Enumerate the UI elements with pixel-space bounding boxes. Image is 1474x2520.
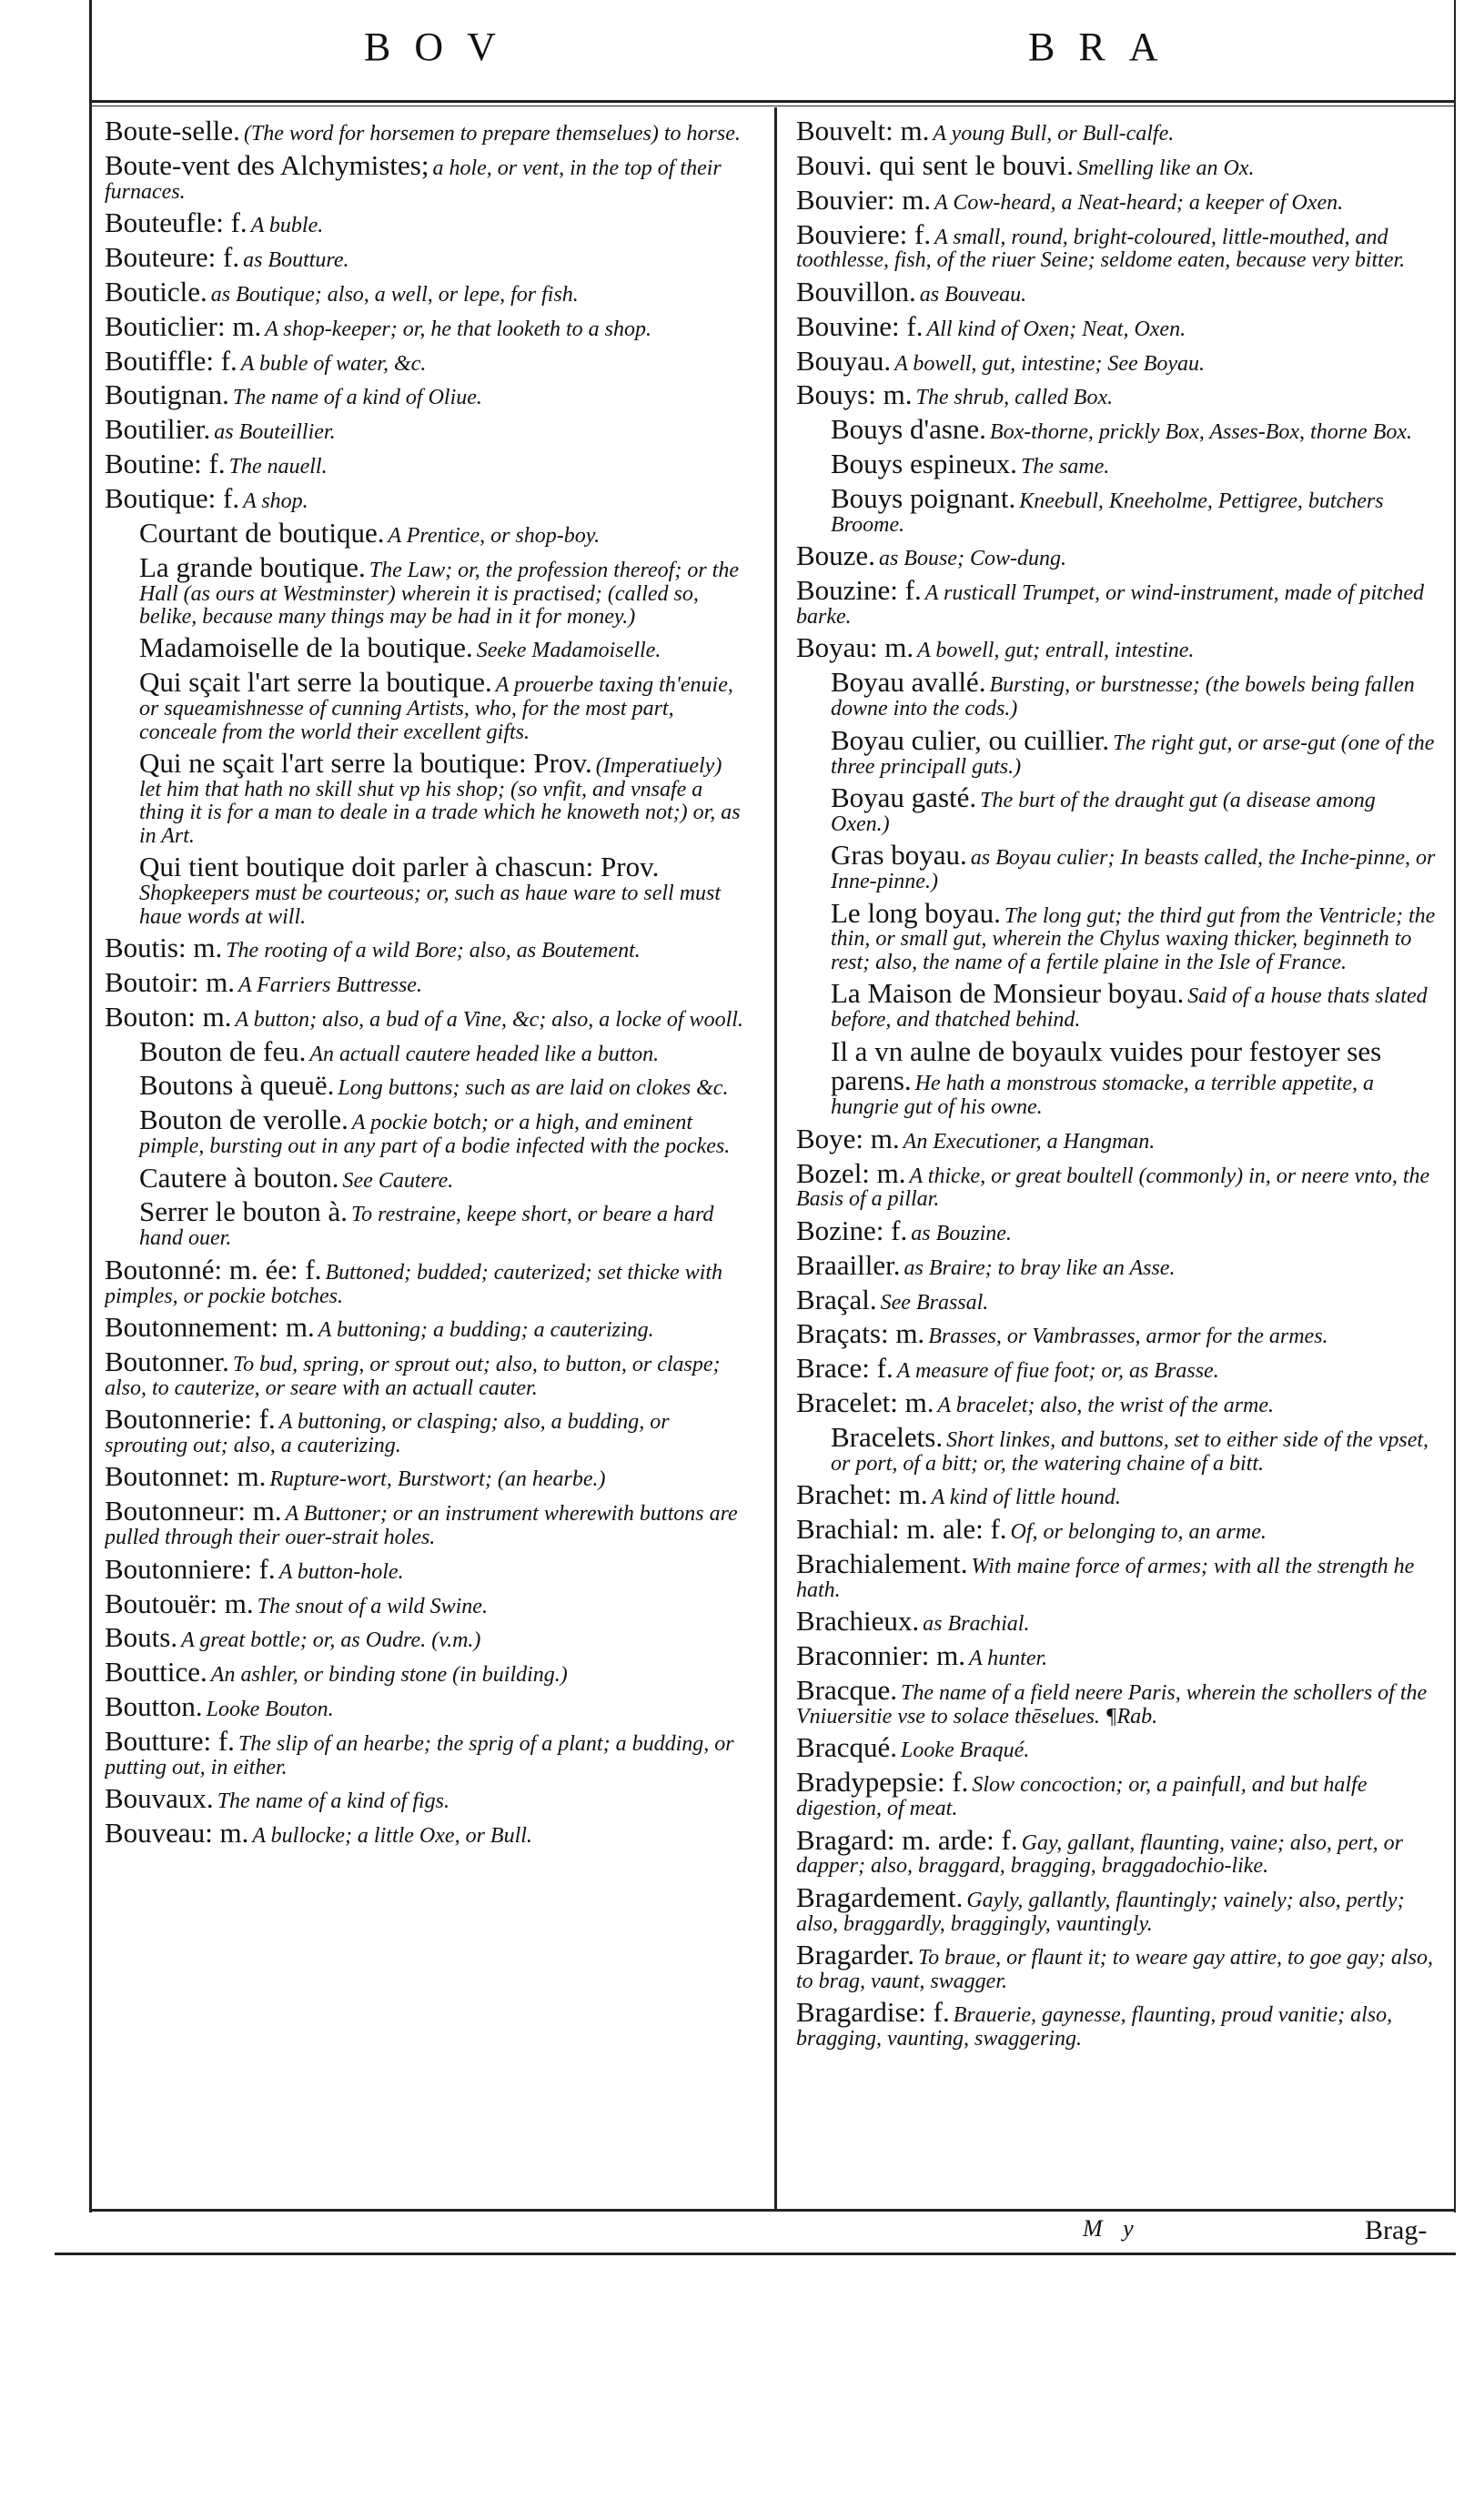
entry-headword: Serrer le bouton à. — [139, 1195, 348, 1228]
entry-headword: Bracqué. — [796, 1731, 898, 1764]
entry-definition: The name of a field neere Paris, wherein the schollers of the Vniuersitie vse to solace thēselues. ¶Rab. — [796, 1681, 1428, 1729]
entry-definition: Seeke Madamoiselle. — [476, 639, 661, 663]
dictionary-entry — [796, 979, 1438, 1032]
entry-headword: Boutons à queuë. — [139, 1069, 335, 1102]
entry-definition: The burt of the draught gut (a disease among Oxen.) — [831, 788, 1376, 836]
entry-definition: The name of a kind of figs. — [217, 1789, 450, 1814]
dictionary-entry — [796, 1515, 1438, 1545]
entry-headword: Qui sçait l'art serre la boutique. — [139, 666, 492, 699]
entry-headword: Cautere à bouton. — [139, 1161, 339, 1194]
dictionary-entry — [796, 484, 1438, 537]
entry-definition: A button; also, a bud of a Vine, &c; also, a locke of wooll. — [235, 1007, 743, 1032]
entry-definition: as Bouzine. — [911, 1221, 1012, 1245]
entry-definition: An ashler, or binding stone (in building.) — [210, 1663, 568, 1688]
dictionary-entry — [105, 1313, 746, 1343]
entry-definition: A small, round, bright-coloured, little-mouthed, and toothlesse, fish, of the riuer Seine; seldome eaten, because very bitter. — [796, 225, 1406, 273]
entry-headword: Il a vn aulne de boyaulx vuides pour festoyer ses parens. — [831, 1034, 1382, 1097]
dictionary-entry — [105, 148, 746, 204]
entry-headword: Brachial: m. ale: f. — [796, 1513, 1007, 1546]
dictionary-entry — [796, 723, 1438, 779]
entry-headword: Boute-vent des Alchymistes; — [105, 148, 429, 181]
entry-definition: A bracelet; also, the wrist of the arme. — [937, 1394, 1275, 1418]
dictionary-entry — [796, 380, 1438, 410]
dictionary-entry — [105, 749, 746, 848]
entry-headword: Bragardise: f. — [796, 1996, 950, 2029]
entry-headword: Brachialement. — [796, 1547, 968, 1580]
entry-definition: as Bouse; Cow-dung. — [878, 547, 1066, 571]
entry-headword: Bouys: m. — [796, 378, 913, 411]
dictionary-entry — [105, 208, 746, 238]
dictionary-entry — [796, 1248, 1438, 1281]
entry-headword: La grande boutique. — [139, 550, 366, 583]
page-footer — [0, 2215, 1474, 2252]
entry-definition: A pockie botch; or a high, and eminent pimple, bursting out in any part of a bodie infected with the pockes. — [139, 1111, 731, 1159]
dictionary-entry — [796, 1880, 1438, 1936]
dictionary-entry — [105, 484, 746, 514]
entry-definition: Looke Braqué. — [901, 1739, 1030, 1763]
entry-headword: Madamoiselle de la boutique. — [139, 631, 473, 664]
dictionary-entry — [796, 344, 1438, 377]
entry-headword: Courtant de boutique. — [139, 516, 385, 549]
entry-definition: (Imperatiuely) let him that hath no skill shut vp his shop; (so vnfit, and vnsafe a thing it is for a man to deale in a trade which he knoweth not;) or, as in Art. — [139, 754, 741, 848]
entry-headword: Bouteufle: f. — [105, 207, 247, 239]
entry-definition: The long gut; the third gut from the Ventricle; the thin, or small gut, wherein the Chylus waxing thicker, beginneth to rest; also, the name of a fertile plaine in the Isle of France. — [831, 903, 1436, 974]
entry-definition: as Boutique; also, a well, or lepe, for fish. — [210, 282, 579, 307]
right-border — [1454, 0, 1456, 2213]
dictionary-entry — [105, 1552, 746, 1585]
entry-definition: To bud, spring, or sprout out; also, to button, or claspe; also, to cauterize, or seare with an actuall cauter. — [105, 1352, 721, 1400]
entry-headword: Bouttice. — [105, 1656, 207, 1688]
entry-definition: as Boutture. — [243, 248, 349, 273]
running-head-left: BOV — [364, 25, 520, 69]
entry-headword: Qui ne sçait l'art serre la boutique: Prov. — [139, 747, 592, 780]
dictionary-entry — [105, 516, 746, 549]
entry-definition: Long buttons; such as are laid on clokes &c. — [338, 1076, 729, 1101]
entry-headword: Gras boyau. — [831, 839, 967, 872]
entry-definition: as Boyau culier; In beasts called, the Inche-pinne, or Inne-pinne.) — [831, 846, 1436, 894]
entry-definition: A buttoning, or clasping; also, a budding, or sprouting out; also, a cauterizing. — [105, 1410, 670, 1458]
entry-definition: All kind of Oxen; Neat, Oxen. — [926, 317, 1186, 341]
entry-definition: Looke Bouton. — [206, 1698, 334, 1722]
dictionary-entry — [796, 1216, 1438, 1246]
dictionary-entry — [105, 1105, 746, 1158]
entry-definition: Rupture-wort, Burstwort; (an hearbe.) — [269, 1467, 606, 1492]
dictionary-entry — [796, 1641, 1438, 1671]
entry-definition: A rusticall Trumpet, or wind-instrument, made of pitched barke. — [796, 581, 1424, 630]
entry-headword: Boyau gasté. — [831, 781, 977, 813]
dictionary-entry — [796, 1423, 1438, 1476]
entry-headword: Bouton: m. — [105, 1000, 232, 1033]
entry-headword: Boutignan. — [105, 378, 229, 411]
entry-definition: Slow concoction; or, a painfull, and but halfe digestion, of meat. — [796, 1773, 1368, 1821]
entry-definition: Brauerie, gaynesse, flaunting, proud vanitie; also, bragging, vaunting, swaggering. — [796, 2003, 1393, 2051]
entry-definition: Of, or belonging to, an arme. — [1010, 1520, 1267, 1545]
dictionary-entry — [796, 668, 1438, 721]
entry-definition: With maine force of armes; with all the strength he hath. — [796, 1555, 1415, 1602]
dictionary-entry — [105, 1784, 746, 1814]
entry-definition: A Cow-heard, a Neat-heard; a keeper of Oxen. — [934, 190, 1344, 215]
entry-headword: Boutonnement: m. — [105, 1311, 315, 1344]
entry-headword: Bragard: m. arde: f. — [796, 1823, 1018, 1856]
entry-headword: Boutonner. — [105, 1345, 229, 1377]
entry-headword: Bracelet: m. — [796, 1386, 934, 1419]
entry-definition: The right gut, or arse-gut (one of the three principall guts.) — [831, 731, 1435, 779]
entry-definition: Gay, gallant, flaunting, vaine; also, pert, or dapper; also, braggard, bragging, braggadochio-like. — [796, 1830, 1403, 1879]
dictionary-entry — [105, 965, 746, 998]
entry-headword: Boye: m. — [796, 1122, 900, 1154]
dictionary-entry — [105, 1255, 746, 1308]
entry-definition: A bowell, gut; entrall, intestine. — [917, 639, 1195, 663]
dictionary-entry — [796, 1480, 1438, 1510]
entry-headword: Boute-selle. — [105, 116, 240, 146]
entry-headword: Bouveau: m. — [105, 1817, 249, 1850]
dictionary-entry — [796, 1388, 1438, 1418]
entry-headword: Boutture: f. — [105, 1724, 235, 1757]
entry-definition: a hole, or vent, in the top of their furnaces. — [105, 156, 722, 204]
entry-headword: Bradypepsie: f. — [796, 1766, 969, 1799]
dictionary-entry — [796, 183, 1438, 216]
dictionary-entry — [796, 576, 1438, 629]
dictionary-entry — [105, 1497, 746, 1549]
dictionary-entry — [796, 116, 1438, 146]
entry-headword: Bouticle. — [105, 275, 207, 307]
entry-definition: A buble. — [250, 214, 324, 238]
entry-headword: Boutoir: m. — [105, 965, 235, 998]
dictionary-entry — [105, 1071, 746, 1101]
entry-headword: Bouvelt: m. — [796, 116, 930, 146]
entry-definition: The Law; or, the profession thereof; or the Hall (as ours at Westminster) wherein it is practised; (called so, belike, because many things may be had in it for money.) — [139, 558, 739, 630]
entry-definition: See Cautere. — [342, 1168, 454, 1193]
dictionary-entry — [105, 1589, 746, 1619]
entry-headword: Bozine: f. — [796, 1214, 908, 1246]
dictionary-entry — [796, 633, 1438, 663]
dictionary-entry — [105, 1724, 746, 1779]
catchword: Brag- — [1365, 2215, 1428, 2245]
entry-headword: Braconnier: m. — [796, 1639, 965, 1672]
entry-definition: A shop. — [243, 489, 308, 514]
entry-headword: La Maison de Monsieur boyau. — [831, 977, 1185, 1010]
entry-headword: Bouys poignant. — [831, 482, 1016, 515]
dictionary-entry — [796, 415, 1438, 445]
dictionary-entry — [796, 783, 1438, 836]
dictionary-entry — [796, 148, 1438, 181]
entry-headword: Bouvi. qui sent le bouvi. — [796, 148, 1074, 181]
dictionary-entry — [105, 344, 746, 377]
entry-headword: Braçal. — [796, 1283, 877, 1315]
entry-headword: Bouteure: f. — [105, 241, 240, 274]
entry-definition: The name of a kind of Oliue. — [232, 386, 482, 410]
entry-definition: The shrub, called Box. — [915, 386, 1114, 410]
entry-definition: A prouerbe taxing th'enuie, or squeamishnesse of cunning Artists, who, for the most part, conceale from the world their excellent gifts. — [139, 673, 733, 744]
running-head-right: BRA — [1028, 25, 1182, 69]
dictionary-entry — [796, 1607, 1438, 1637]
entry-headword: Boutique: f. — [105, 482, 240, 515]
entry-headword: Bracelets. — [831, 1421, 944, 1454]
dictionary-entry — [105, 550, 746, 630]
entry-headword: Bouyau. — [796, 344, 892, 377]
dictionary-entry — [105, 1405, 746, 1457]
entry-definition: A kind of little hound. — [931, 1486, 1121, 1510]
entry-headword: Bozel: m. — [796, 1156, 906, 1189]
entry-headword: Braailler. — [796, 1248, 901, 1281]
entry-definition: Box-thorne, prickly Box, Asses-Box, thorne Box. — [989, 420, 1413, 445]
entry-definition: A shop-keeper; or, he that looketh to a shop. — [265, 317, 652, 341]
entry-headword: Bragardement. — [796, 1880, 964, 1913]
dictionary-entry — [105, 243, 746, 273]
entry-headword: Bouviere: f. — [796, 217, 932, 250]
dictionary-entry — [105, 309, 746, 342]
entry-headword: Boyau avallé. — [831, 666, 986, 699]
dictionary-entry — [105, 1000, 746, 1033]
entry-definition: Gayly, gallantly, flauntingly; vainely; also, pertly; also, braggardly, braggingly, vauntingly. — [796, 1888, 1405, 1936]
entry-definition: The rooting of a wild Bore; also, as Boutement. — [226, 938, 641, 963]
dictionary-entry — [796, 449, 1438, 479]
entry-definition: The slip of an hearbe; the sprig of a plant; a budding, or putting out, in either. — [105, 1731, 734, 1779]
dictionary-entry — [796, 896, 1438, 975]
entry-definition: A bullocke; a little Oxe, or Bull. — [252, 1824, 532, 1849]
dictionary-entry — [796, 217, 1438, 273]
entry-headword: Brachieux. — [796, 1605, 920, 1638]
entry-definition: Bursting, or burstnesse; (the bowels being fallen downe into the cods.) — [831, 673, 1415, 721]
dictionary-entry — [105, 668, 746, 744]
dictionary-entry — [105, 380, 746, 410]
dictionary-entry — [796, 277, 1438, 307]
entry-definition: A young Bull, or Bull-calfe. — [933, 122, 1175, 146]
entry-headword: Bragarder. — [796, 1939, 914, 1971]
dictionary-entry — [796, 1319, 1438, 1349]
entry-headword: Bouvine: f. — [796, 309, 924, 342]
dictionary-entry — [796, 1998, 1438, 2051]
entry-headword: Bouton de verolle. — [139, 1104, 348, 1136]
entry-definition: as Bouveau. — [919, 282, 1027, 307]
entry-headword: Bouts. — [105, 1621, 178, 1654]
entry-definition: An actuall cautere headed like a button. — [309, 1042, 660, 1066]
dictionary-entry — [105, 1623, 746, 1653]
entry-definition: The snout of a wild Swine. — [257, 1594, 488, 1618]
entry-headword: Bouvillon. — [796, 275, 916, 307]
dictionary-entry — [796, 841, 1438, 893]
dictionary-entry — [105, 1347, 746, 1400]
entry-definition: A buttoning; a budding; a cauterizing. — [318, 1318, 654, 1343]
left-column — [105, 116, 746, 2218]
entry-headword: Bracque. — [796, 1674, 898, 1707]
entry-headword: Boutonnet: m. — [105, 1460, 267, 1493]
entry-headword: Bouze. — [796, 539, 875, 572]
entry-definition: as Brachial. — [923, 1612, 1030, 1637]
entry-definition: Short linkes, and buttons, set to either side of the vpset, or port, of a bitt; or, the watering chaine of a bitt. — [831, 1428, 1429, 1476]
signature-mark: M y — [1083, 2215, 1141, 2242]
bottom-rule-2 — [55, 2253, 1456, 2255]
dictionary-entry — [796, 1124, 1438, 1154]
entry-headword: Bouvaux. — [105, 1782, 214, 1815]
entry-definition: A hunter. — [968, 1647, 1048, 1671]
dictionary-entry — [796, 309, 1438, 342]
dictionary-entry — [796, 1156, 1438, 1212]
entry-definition: See Brassal. — [880, 1290, 989, 1315]
entry-headword: Boutouër: m. — [105, 1587, 254, 1619]
dictionary-entry — [105, 449, 746, 479]
dictionary-entry — [105, 116, 746, 146]
dictionary-entry — [105, 1658, 746, 1688]
dictionary-entry — [105, 1197, 746, 1250]
dictionary-entry — [796, 1676, 1438, 1729]
entry-definition: A great bottle; or, as Oudre. (v.m.) — [181, 1628, 481, 1653]
entry-definition: A bowell, gut, intestine; See Boyau. — [894, 351, 1206, 376]
entry-definition: as Braire; to bray like an Asse. — [904, 1255, 1176, 1280]
entry-headword: Boutonné: m. ée: f. — [105, 1253, 322, 1285]
dictionary-entry — [796, 1768, 1438, 1820]
right-column — [796, 116, 1438, 2218]
dictionary-entry — [105, 1462, 746, 1492]
entry-definition: Shopkeepers must be courteous; or, such as haue ware to sell must haue words at will. — [139, 882, 722, 929]
entry-headword: Boutilier. — [105, 413, 211, 446]
entry-definition: A button-hole. — [278, 1559, 404, 1584]
header-rule — [89, 100, 1456, 103]
entry-headword: Bouticlier: m. — [105, 309, 262, 342]
dictionary-entry — [796, 1354, 1438, 1384]
entry-headword: Boutonneur: m. — [105, 1495, 282, 1527]
entry-headword: Boyau: m. — [796, 631, 914, 664]
dictionary-entry — [796, 1034, 1438, 1120]
entry-headword: Boutton. — [105, 1690, 203, 1723]
dictionary-entry — [105, 933, 746, 963]
entry-definition: The same. — [1020, 455, 1110, 479]
dictionary-entry — [796, 541, 1438, 571]
entry-definition: Buttoned; budded; cauterized; set thicke with pimples, or pockie botches. — [105, 1260, 723, 1308]
dictionary-entry — [105, 415, 746, 445]
entry-definition: Smelling like an Ox. — [1076, 156, 1255, 180]
entry-headword: Bouys espineux. — [831, 448, 1017, 480]
entry-definition: To restraine, keepe short, or beare a hard hand ouer. — [139, 1203, 714, 1251]
entry-headword: Boutis: m. — [105, 931, 223, 963]
dictionary-entry — [796, 1285, 1438, 1315]
entry-headword: Le long boyau. — [831, 896, 1001, 929]
dictionary-entry — [105, 1819, 746, 1849]
entry-definition: A buble of water, &c. — [240, 351, 427, 376]
entry-definition: To braue, or flaunt it; to weare gay attire, to goe gay; also, to brag, vaunt, swagger. — [796, 1946, 1433, 1993]
entry-headword: Boyau culier, ou cuillier. — [831, 723, 1110, 756]
entry-headword: Boutiffle: f. — [105, 344, 237, 377]
entry-headword: Bouys d'asne. — [831, 413, 986, 446]
entry-headword: Bouzine: f. — [796, 574, 922, 607]
entry-definition: A Prentice, or shop-boy. — [388, 523, 601, 548]
entry-headword: Boutine: f. — [105, 448, 226, 480]
entry-definition: He hath a monstrous stomacke, a terrible appetite, a hungrie gut of his owne. — [831, 1072, 1375, 1120]
dictionary-entry — [796, 1940, 1438, 1993]
entry-headword: Bouvier: m. — [796, 183, 932, 216]
dictionary-entry — [796, 1733, 1438, 1763]
dictionary-entry — [796, 1823, 1438, 1879]
entry-definition: Said of a house thats slated before, and thatched behind. — [831, 984, 1428, 1033]
entry-headword: Brachet: m. — [796, 1478, 928, 1511]
entry-headword: Qui tient boutique doit parler à chascun: Prov. — [139, 851, 660, 883]
dictionary-entry — [105, 1161, 746, 1194]
entry-definition: An Executioner, a Hangman. — [903, 1129, 1156, 1154]
entry-definition: A thicke, or great boultell (commonly) in, or neere vnto, the Basis of a pillar. — [796, 1164, 1430, 1212]
entry-definition: as Bouteillier. — [214, 420, 336, 445]
entry-headword: Boutonniere: f. — [105, 1552, 276, 1585]
entry-definition: A Farriers Buttresse. — [237, 973, 422, 997]
left-border — [89, 0, 92, 2213]
dictionary-entry — [105, 1034, 746, 1067]
entry-definition: Brasses, or Vambrasses, armor for the armes. — [928, 1325, 1328, 1349]
entry-definition: (The word for horsemen to prepare themselues) to horse. — [243, 122, 741, 146]
entry-definition: The nauell. — [228, 455, 328, 479]
entry-definition: A measure of fiue foot; or, as Brasse. — [896, 1359, 1219, 1384]
entry-definition: Kneebull, Kneeholme, Pettigree, butchers Broome. — [831, 489, 1384, 537]
dictionary-entry — [105, 1692, 746, 1722]
entry-headword: Bouton de feu. — [139, 1034, 307, 1067]
entry-definition: A Buttoner; or an instrument wherewith buttons are pulled through their ouer-strait holes. — [105, 1502, 738, 1550]
dictionary-entry — [105, 852, 746, 929]
entry-headword: Braçats: m. — [796, 1317, 925, 1350]
dictionary-entry — [105, 633, 746, 663]
dictionary-entry — [105, 277, 746, 307]
dictionary-entry — [796, 1549, 1438, 1602]
entry-headword: Boutonnerie: f. — [105, 1403, 276, 1436]
entry-headword: Brace: f. — [796, 1352, 893, 1385]
column-divider — [774, 107, 777, 2209]
